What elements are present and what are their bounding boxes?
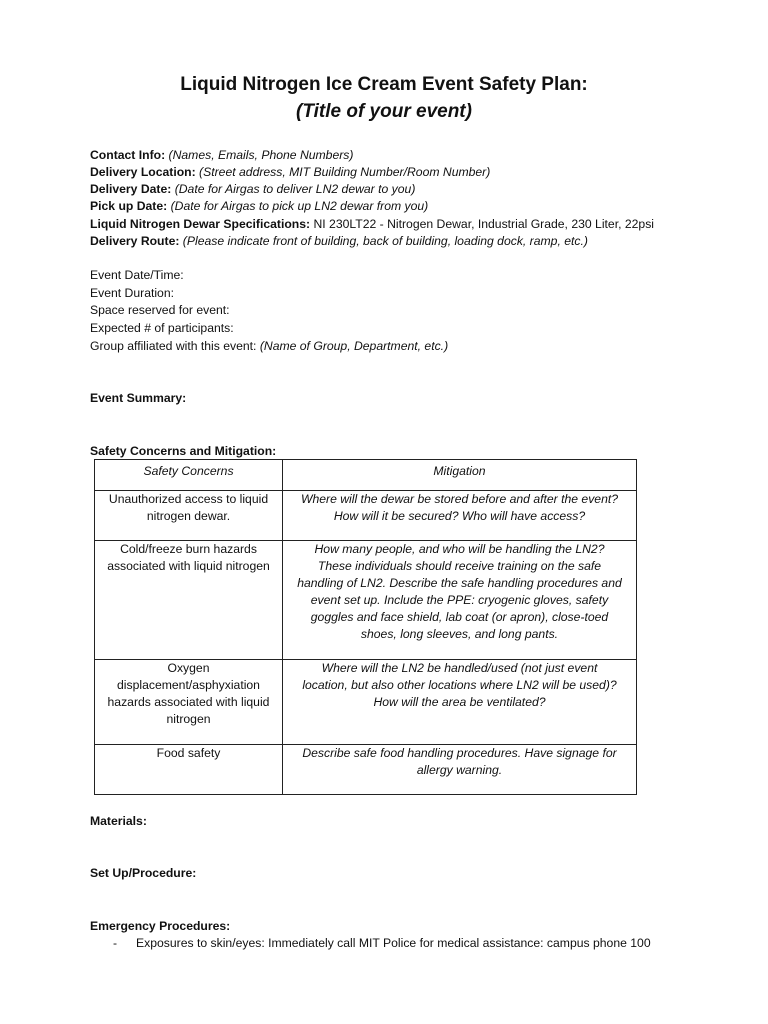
mitigation-text: Describe safe food handling procedures. Have signage for (302, 746, 617, 760)
participants-line (90, 320, 234, 337)
dewar-spec-line (90, 216, 654, 233)
concern-text: hazards associated with liquid (107, 695, 270, 709)
concern-text: associated with liquid nitrogen (107, 559, 270, 573)
pickup-date-line (90, 198, 428, 215)
concern-cell (95, 745, 283, 795)
dewar-spec-value: NI 230LT22 - Nitrogen Dewar, Industrial Grade, 230 Liter, 22psi (313, 217, 654, 231)
header-mitigation: Mitigation (283, 460, 637, 491)
mitigation-text: How will it be secured? Who will have access? (333, 509, 586, 523)
mitigation-text: These individuals should receive training on the safe (317, 559, 602, 573)
concern-cell (95, 541, 283, 660)
delivery-location-label: Delivery Location: (90, 165, 196, 179)
document-subtitle: (Title of your event) (296, 101, 472, 122)
space-reserved-label: Space reserved for event: (90, 303, 230, 317)
mitigation-text: How many people, and who will be handling the LN2? (314, 542, 605, 556)
event-date-label: Event Date/Time: (90, 268, 184, 282)
list-item: Exposures to skin/eyes: Immediately call MIT Police for medical assistance: campus phone 100 (136, 936, 651, 950)
mitigation-text: How will the area be ventilated? (373, 695, 546, 709)
pickup-date-value: (Date for Airgas to pick up LN2 dewar from you) (170, 199, 429, 213)
group-affiliated-label: Group affiliated with this event: (90, 339, 257, 353)
table-row (95, 660, 637, 745)
delivery-location-value: (Street address, MIT Building Number/Room Number) (199, 165, 491, 179)
concern-text: nitrogen dewar. (146, 509, 231, 523)
table-header-row (95, 460, 637, 491)
concern-text: Cold/freeze burn hazards (120, 542, 257, 556)
concern-text: Oxygen (167, 661, 210, 675)
concern-cell (95, 491, 283, 541)
participants-label: Expected # of participants: (90, 321, 234, 335)
setup-heading: Set Up/Procedure: (90, 866, 197, 880)
mitigation-cell (283, 745, 637, 795)
delivery-date-line (90, 181, 415, 198)
table-row (95, 491, 637, 541)
contact-info-line (90, 147, 353, 164)
safety-table (94, 459, 637, 795)
delivery-route-label: Delivery Route: (90, 234, 180, 248)
safety-heading: Safety Concerns and Mitigation: (90, 444, 277, 458)
mitigation-text: Where will the LN2 be handled/used (not just event (321, 661, 598, 675)
mitigation-text: shoes, long sleeves, and long pants. (360, 627, 559, 641)
event-date-line (90, 267, 184, 284)
concern-text: nitrogen (166, 712, 211, 726)
delivery-date-value: (Date for Airgas to deliver LN2 dewar to you) (174, 182, 416, 196)
event-duration-line (90, 285, 174, 302)
emergency-heading: Emergency Procedures: (90, 919, 231, 933)
delivery-date-label: Delivery Date: (90, 182, 172, 196)
mitigation-text: location, but also other locations where LN2 will be used)? (302, 678, 617, 692)
dewar-spec-label: Liquid Nitrogen Dewar Specifications: (90, 217, 311, 231)
mitigation-text: goggles and face shield, lab coat (or apron), close-toed (310, 610, 609, 624)
materials-heading: Materials: (90, 814, 147, 828)
list-item-marker: - (113, 936, 118, 950)
mitigation-cell (283, 660, 637, 745)
mitigation-text: event set up. Include the PPE: cryogenic gloves, safety (310, 593, 609, 607)
contact-info-value: (Names, Emails, Phone Numbers) (168, 148, 354, 162)
delivery-route-value: (Please indicate front of building, back of building, loading dock, ramp, etc.) (182, 234, 588, 248)
concern-text: displacement/asphyxiation (117, 678, 260, 692)
delivery-location-line (90, 164, 490, 181)
mitigation-text: handling of LN2. Describe the safe handling procedures and (297, 576, 622, 590)
table-row (95, 745, 637, 795)
mitigation-cell (283, 541, 637, 660)
space-reserved-line (90, 302, 230, 319)
delivery-route-line (90, 233, 588, 250)
event-duration-label: Event Duration: (90, 286, 175, 300)
table-row (95, 541, 637, 660)
group-affiliated-line (90, 338, 448, 355)
group-affiliated-value: (Name of Group, Department, etc.) (259, 339, 449, 353)
mitigation-text: Where will the dewar be stored before and after the event? (300, 492, 619, 506)
concern-cell (95, 660, 283, 745)
contact-info-label: Contact Info: (90, 148, 166, 162)
header-safety-concerns: Safety Concerns (95, 460, 283, 491)
concern-text: Unauthorized access to liquid (108, 492, 269, 506)
document-title: Liquid Nitrogen Ice Cream Event Safety Plan: (180, 74, 588, 95)
mitigation-text: allergy warning. (416, 763, 503, 777)
concern-text: Food safety (156, 746, 221, 760)
mitigation-cell (283, 491, 637, 541)
event-summary-heading: Event Summary: (90, 391, 187, 405)
pickup-date-label: Pick up Date: (90, 199, 168, 213)
